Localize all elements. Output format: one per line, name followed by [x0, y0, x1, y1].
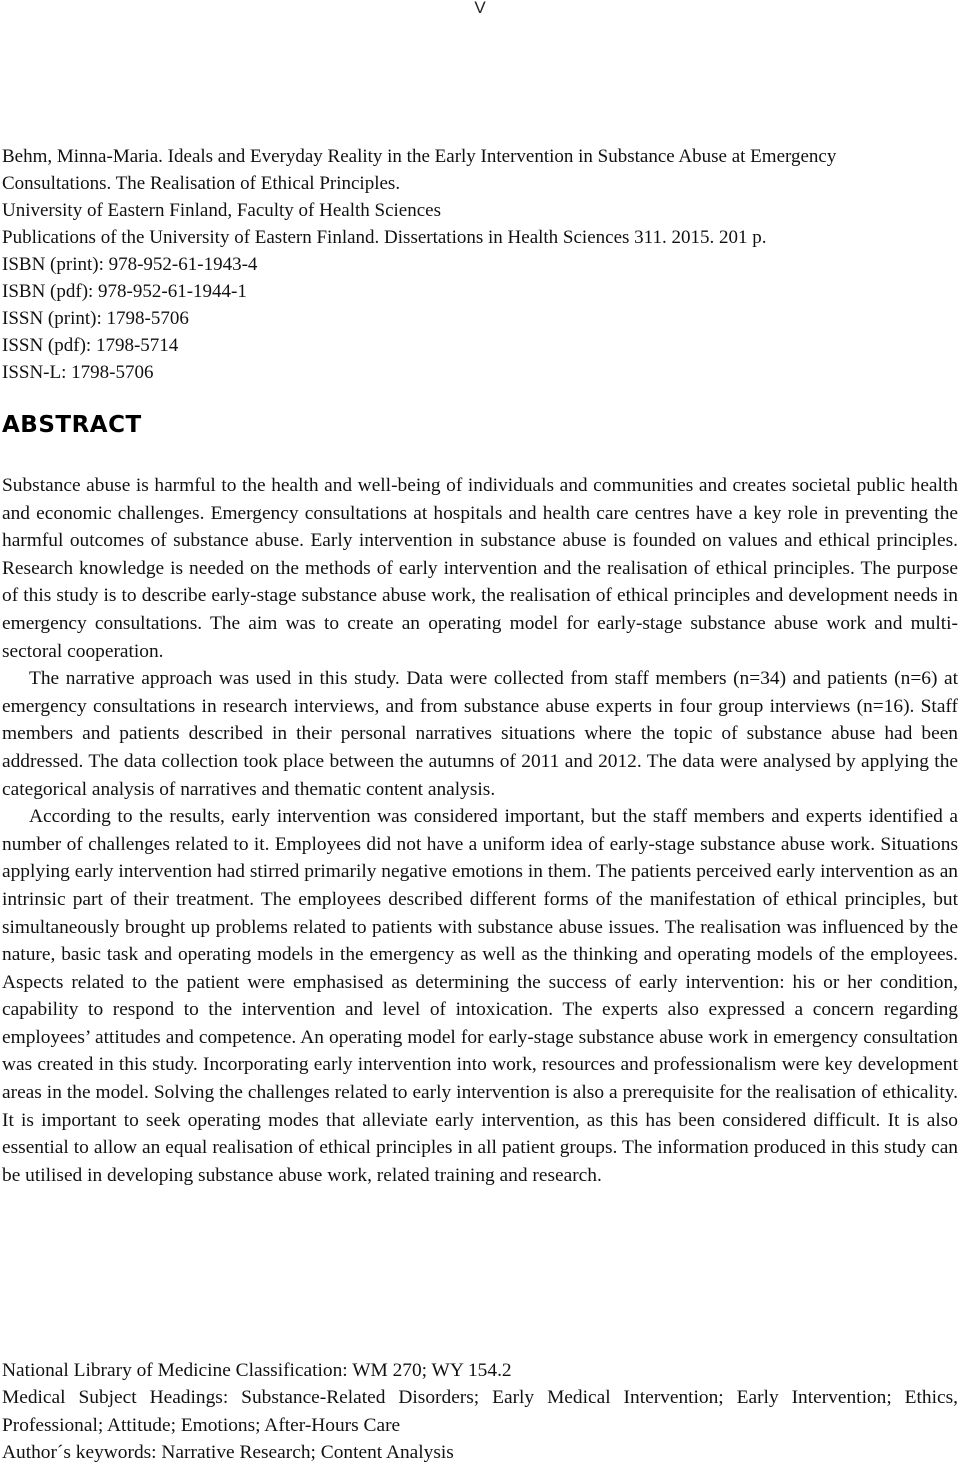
issn-pdf: ISSN (pdf): 1798-5714: [2, 335, 179, 356]
author-keywords: Author´s keywords: Narrative Research; Content Analysis: [2, 1441, 454, 1463]
citation-line: Consultations. The Realisation of Ethical Principles.: [2, 173, 401, 194]
isbn-pdf: ISBN (pdf): 978-952-61-1944-1: [2, 281, 247, 302]
citation-line: Behm, Minna-Maria. Ideals and Everyday Reality in the Early Intervention in Substance Abuse at Emergency: [2, 146, 837, 167]
abstract-paragraph: The narrative approach was used in this study. Data were collected from staff members (n=34) and patients (n=6) at emergency consultations in research interviews, and from substance abuse experts in four group interviews (n=16). Staff members and patients described in their personal narratives situations where the topic of substance abuse had been addressed. The data collection took place between the autumns of 2011 and 2012. The data were analysed by applying the categorical analysis of narratives and thematic content analysis.: [2, 668, 958, 800]
issn-l: ISSN-L: 1798-5706: [2, 362, 154, 383]
classification-footer: [2, 1357, 958, 1466]
issn-print: ISSN (print): 1798-5706: [2, 308, 189, 329]
abstract-paragraph: According to the results, early intervention was considered important, but the staff members and experts identified a number of challenges related to it. Employees did not have a uniform idea of early-stage substance abuse work. Situations applying early intervention had stirred primarily negative emotions in them. The patients perceived early intervention as an intrinsic part of their treatment. The employees described different forms of the manifestation of ethical principles, but simultaneously brought up problems related to patients with substance abuse issues. The realisation was influenced by the nature, basic task and operating models in the emergency as well as the thinking and operating models of the employees. Aspects related to the patient were emphasised as determining the success of early intervention: his or her condition, capability to respond to the intervention and level of intoxication. The experts also expressed a concern regarding employees’ attitudes and competence. An operating model for early-stage substance abuse work in emergency consultation was created in this study. Incorporating early intervention into work, resources and professionalism were key development areas in the model. Solving the challenges related to early intervention is also a prerequisite for the realisation of ethicality. It is important to seek operating modes that alleviate early intervention, as this has been considered difficult. It is also essential to allow an equal realisation of ethical principles in all patient groups. The information produced in this study can be utilised in developing substance abuse work, related training and research.: [2, 806, 958, 1186]
nlm-classification: National Library of Medicine Classification: WM 270; WY 154.2: [2, 1360, 512, 1381]
abstract-heading: ABSTRACT: [2, 412, 142, 438]
abstract-body: [2, 472, 958, 1189]
isbn-print: ISBN (print): 978-952-61-1943-4: [2, 254, 258, 275]
bibliographic-header: [2, 143, 957, 386]
page-number: V: [474, 0, 486, 17]
mesh-headings: Medical Subject Headings: Substance-Related Disorders; Early Medical Intervention; Early Intervention; Ethics, Professional; Attitude; Emotions; After-Hours Care: [2, 1387, 958, 1436]
faculty-line: University of Eastern Finland, Faculty of Health Sciences: [2, 200, 442, 221]
abstract-paragraph: Substance abuse is harmful to the health and well-being of individuals and communities and creates societal public health and economic challenges. Emergency consultations at hospitals and health care centres have a key role in preventing the harmful outcomes of substance abuse. Early intervention in substance abuse is founded on values and ethical principles. Research knowledge is needed on the methods of early intervention and the realisation of ethical principles. The purpose of this study is to describe early-stage substance abuse work, the realisation of ethical principles and development needs in emergency consultations. The aim was to create an operating model for early-stage substance abuse work and multi-sectoral cooperation.: [2, 475, 958, 662]
publication-series-line: Publications of the University of Eastern Finland. Dissertations in Health Sciences 311. 2015. 201 p.: [2, 227, 767, 248]
